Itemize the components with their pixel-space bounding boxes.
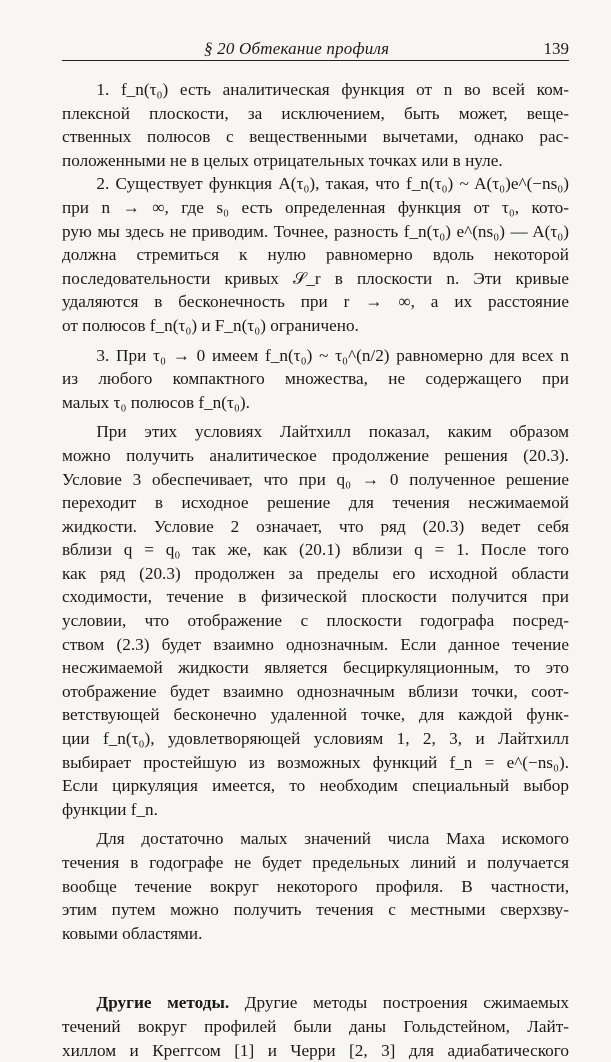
- text-line: переходит в исходное решение для течения несжимаемой: [62, 493, 569, 513]
- text-line: Условие 3 обеспечивает, что при q₀ → 0 полученное решение: [62, 469, 569, 489]
- text-line: 1. f_n(τ₀) есть аналитическая функция от n во всей ком-: [96, 80, 569, 99]
- text-line: из любого компактного множества, не содержащего при: [62, 369, 569, 389]
- text-line: можно получить аналитическое продолжение решения (20.3).: [62, 445, 569, 465]
- text-line: функции f_n.: [62, 799, 158, 819]
- text-line: вблизи q = q₀ так же, как (20.1) вблизи q = 1. После того: [62, 540, 569, 560]
- text-line: течения в годографе не будет предельных линий и получается: [62, 853, 569, 872]
- section-text-line: [62, 991, 569, 1015]
- body-text: [62, 78, 569, 1062]
- text-line: удаляются в бесконечность при r → ∞, а их расстояние: [62, 292, 569, 312]
- text-line: отображение будет взаимно однозначным вблизи точки, соот-: [62, 681, 569, 701]
- text-line: Если циркуляция имеется, то необходим специальный выбор: [62, 776, 569, 796]
- page-number: 139: [543, 39, 569, 58]
- text-line: ветствующей бесконечно удаленной точке, для каждой функ-: [62, 705, 569, 725]
- text-line: должна стремиться к нулю равномерно вдоль некоторой: [62, 245, 569, 265]
- text-line: плексной плоскости, за исключением, быть может, веще-: [62, 103, 569, 123]
- text-line: условии, что отображение с плоскости годографа посред-: [62, 611, 569, 631]
- text-line: малых τ₀ полюсов f_n(τ₀).: [62, 392, 250, 412]
- text-line: 3. При τ₀ → 0 имеем f_n(τ₀) ~ τ₀^(n/2) равномерно для всех n: [96, 345, 569, 365]
- section-text-line: течений вокруг профилей были даны Гольдстейном, Лайт-: [62, 1016, 569, 1036]
- text-line: этим путем можно получить течения с местными сверхзву-: [62, 900, 569, 920]
- text-line: последовательности кривых 𝒮_r в плоскости n. Эти кривые: [62, 268, 569, 288]
- text-line: при n → ∞, где s₀ есть определенная функция от τ₀, кото-: [62, 197, 569, 217]
- text-line: ции f_n(τ₀), удовлетворяющей условиям 1, 2, 3, и Лайтхилл: [62, 729, 569, 749]
- page-header: [62, 34, 569, 61]
- text-line: При этих условиях Лайтхилл показал, каким образом: [96, 422, 569, 442]
- section-line-text: Другие методы построения сжимаемых: [229, 993, 569, 1013]
- text-line: сходимости, течение в физической плоскости получится при: [62, 587, 569, 607]
- text-line: от полюсов f_n(τ₀) и F_n(τ₀) ограничено.: [62, 315, 359, 335]
- text-line: несжимаемой жидкости является бесциркуляционным, то это: [62, 658, 569, 678]
- text-line: рую мы здесь не приводим. Точнее, разность f_n(τ₀) e^(ns₀) — A(τ₀): [62, 221, 569, 241]
- text-line: выбирает простейшую из возможных функций f_n = e^(−ns₀).: [62, 752, 569, 772]
- text-line: ством (2.3) будет взаимно однозначным. Если данное течение: [62, 634, 569, 654]
- text-line: как ряд (20.3) продолжен за пределы его исходной области: [62, 563, 569, 583]
- text-line: Для достаточно малых значений числа Маха искомого: [96, 829, 569, 849]
- section-heading: Другие методы.: [96, 993, 230, 1013]
- section-text-line: хиллом и Креггсом [1] и Черри [2, 3] для адиабатического: [62, 1040, 569, 1060]
- text-line: жидкости. Условие 2 означает, что ряд (20.3) ведет себя: [62, 516, 569, 536]
- text-line: положенными не в целых отрицательных точках или в нуле.: [62, 150, 503, 170]
- text-line: ковыми областями.: [62, 923, 203, 943]
- text-line: вообще течение вокруг некоторого профиля. В частности,: [62, 876, 569, 896]
- text-line: ственных полюсов с вещественными вычетами, однако рас-: [62, 127, 569, 147]
- running-head: § 20 Обтекание профиля: [204, 39, 390, 58]
- text-line: 2. Существует функция A(τ₀), такая, что f_n(τ₀) ~ A(τ₀)e^(−ns₀): [96, 174, 569, 194]
